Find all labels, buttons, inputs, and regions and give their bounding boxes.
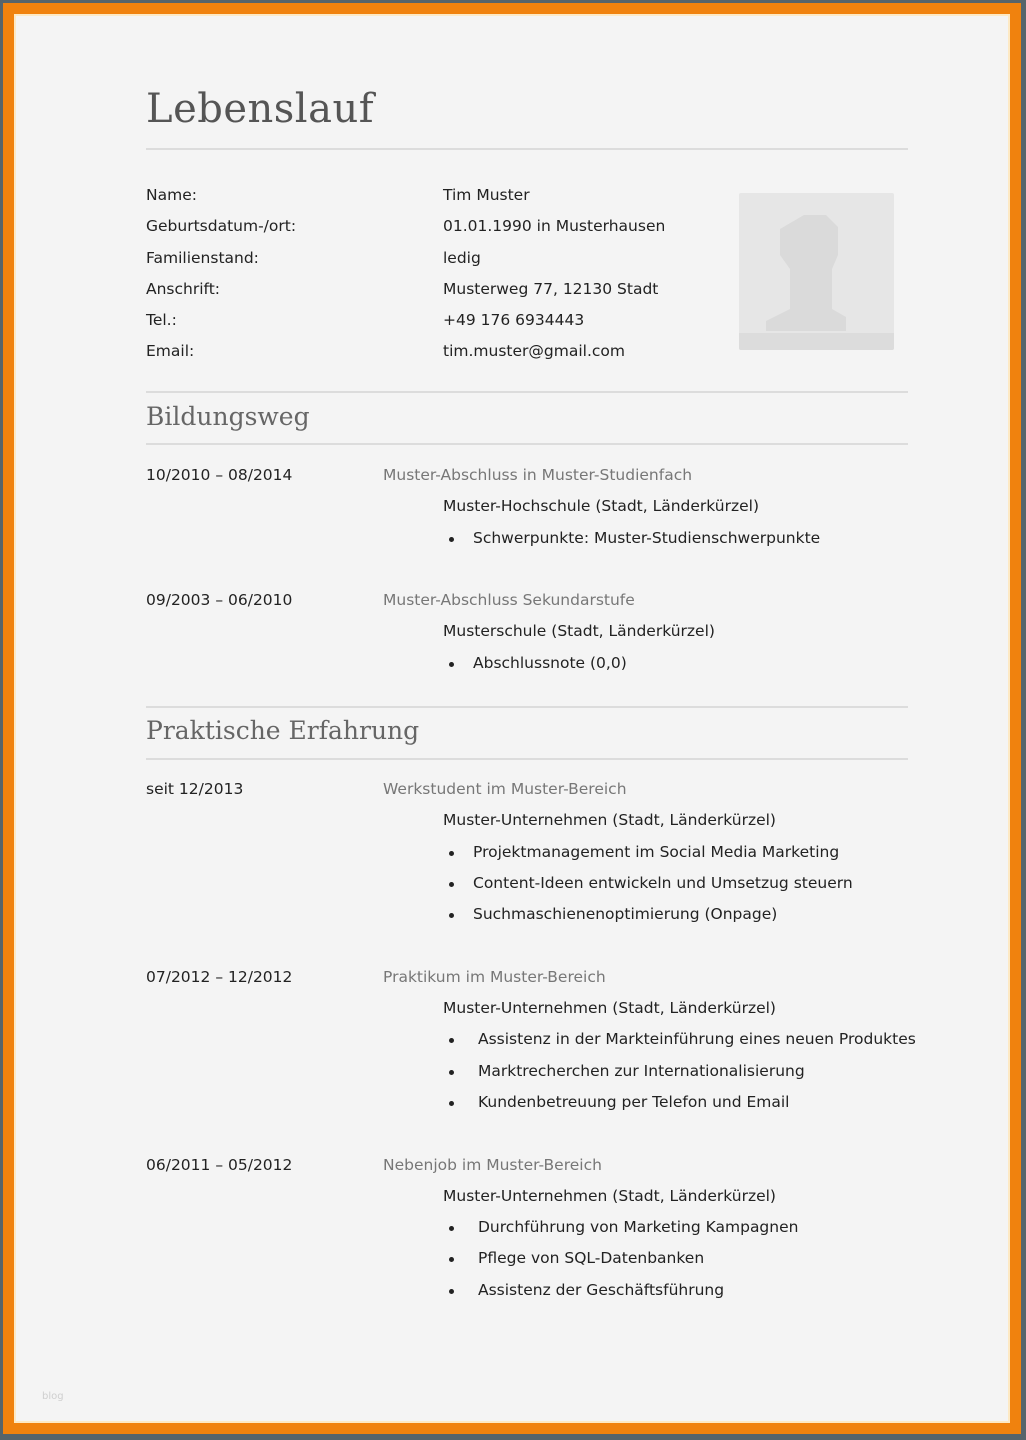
bullet-text: Kundenbetreuung per Telefon und Email [478,1092,790,1111]
entry-organization: Musterschule (Stadt, Länderkürzel) [443,622,715,641]
experience-section [146,774,916,1337]
entry-role: Werkstudent im Muster-Bereich [383,780,627,798]
bullet-icon [449,537,454,542]
bullet-icon [449,1257,454,1262]
cv-entry [146,774,916,930]
cv-entry [146,585,916,679]
bullet-text: Abschlussnote (0,0) [473,653,627,672]
bullet-text: Projektmanagement im Social Media Marketing [473,842,840,861]
bullet-text: Schwerpunkte: Muster-Studienschwerpunkte [473,528,821,547]
info-value: Musterweg 77, 12130 Stadt [443,279,659,298]
info-value: Tim Muster [443,186,530,204]
entry-date: 09/2003 – 06/2010 [146,591,293,610]
bullet-item [146,899,916,930]
bullet-icon [449,1038,454,1043]
entry-date: 10/2010 – 08/2014 [146,466,293,484]
bullet-item [146,837,916,868]
bullet-item [146,1087,916,1118]
entry-organization: Muster-Unternehmen (Stadt, Länderkürzel) [443,811,776,830]
entry-organization: Muster-Hochschule (Stadt, Länderkürzel) [443,497,760,516]
divider [146,706,908,708]
bullet-item [146,1212,916,1243]
bullet-item [146,648,916,679]
bullet-text: Content-Ideen entwickeln und Umsetzug steuern [473,873,853,892]
section-heading-education: Bildungsweg [146,402,310,431]
info-value: 01.01.1990 in Musterhausen [443,217,666,236]
entry-role: Praktikum im Muster-Bereich [383,967,606,986]
bullet-icon [449,851,454,856]
cv-entry [146,460,916,554]
info-label: Name: [146,186,197,204]
bullet-item [146,1275,916,1306]
bullet-item [146,523,916,554]
profile-photo-placeholder [739,193,894,350]
divider [146,391,908,393]
bullet-icon [449,882,454,887]
bullet-list [146,648,916,679]
divider [146,148,908,150]
info-label: Familienstand: [146,248,259,267]
bullet-text: Pflege von SQL-Datenbanken [478,1249,705,1268]
document-title: Lebenslauf [146,86,375,132]
section-heading-experience: Praktische Erfahrung [146,716,420,745]
bullet-list [146,837,916,931]
orange-frame [3,3,1021,1434]
bullet-icon [449,913,454,918]
info-label: Tel.: [146,311,177,330]
entry-role: Muster-Abschluss in Muster-Studienfach [383,466,693,484]
bullet-list [146,1024,916,1118]
info-value: tim.muster@gmail.com [443,342,625,361]
divider [146,758,908,760]
bullet-item [146,868,916,899]
bullet-item [146,1243,916,1274]
entry-role: Muster-Abschluss Sekundarstufe [383,591,635,610]
bullet-item [146,1056,916,1087]
entry-organization: Muster-Unternehmen (Stadt, Länderkürzel) [443,1186,776,1205]
entry-organization: Muster-Unternehmen (Stadt, Länderkürzel) [443,999,776,1018]
watermark: blog [42,1391,64,1402]
info-label: Email: [146,342,195,361]
person-silhouette-icon [739,193,894,350]
bullet-item [146,1024,916,1055]
bullet-text: Assistenz in der Markteinführung eines neuen Produktes [478,1030,916,1049]
info-value: ledig [443,248,481,267]
cv-entry [146,1150,916,1306]
bullet-text: Assistenz der Geschäftsführung [478,1280,725,1299]
divider [146,443,908,445]
cv-entry [146,962,916,1118]
education-section [146,460,916,710]
entry-date: 07/2012 – 12/2012 [146,967,293,986]
info-value: +49 176 6934443 [443,311,585,330]
info-label: Geburtsdatum-/ort: [146,217,297,236]
info-label: Anschrift: [146,279,221,298]
bullet-icon [449,1101,454,1106]
bullet-icon [449,1289,454,1294]
bullet-text: Suchmaschienenoptimierung (Onpage) [473,905,778,924]
bullet-icon [449,1226,454,1231]
bullet-list [146,1212,916,1306]
bullet-list [146,523,916,554]
entry-date: seit 12/2013 [146,780,244,798]
entry-role: Nebenjob im Muster-Bereich [383,1155,602,1174]
bullet-text: Durchführung von Marketing Kampagnen [478,1218,799,1237]
bullet-icon [449,662,454,667]
cv-page [14,14,1010,1423]
entry-date: 06/2011 – 05/2012 [146,1155,293,1174]
bullet-text: Marktrecherchen zur Internationalisierung [478,1061,805,1080]
bullet-icon [449,1070,454,1075]
